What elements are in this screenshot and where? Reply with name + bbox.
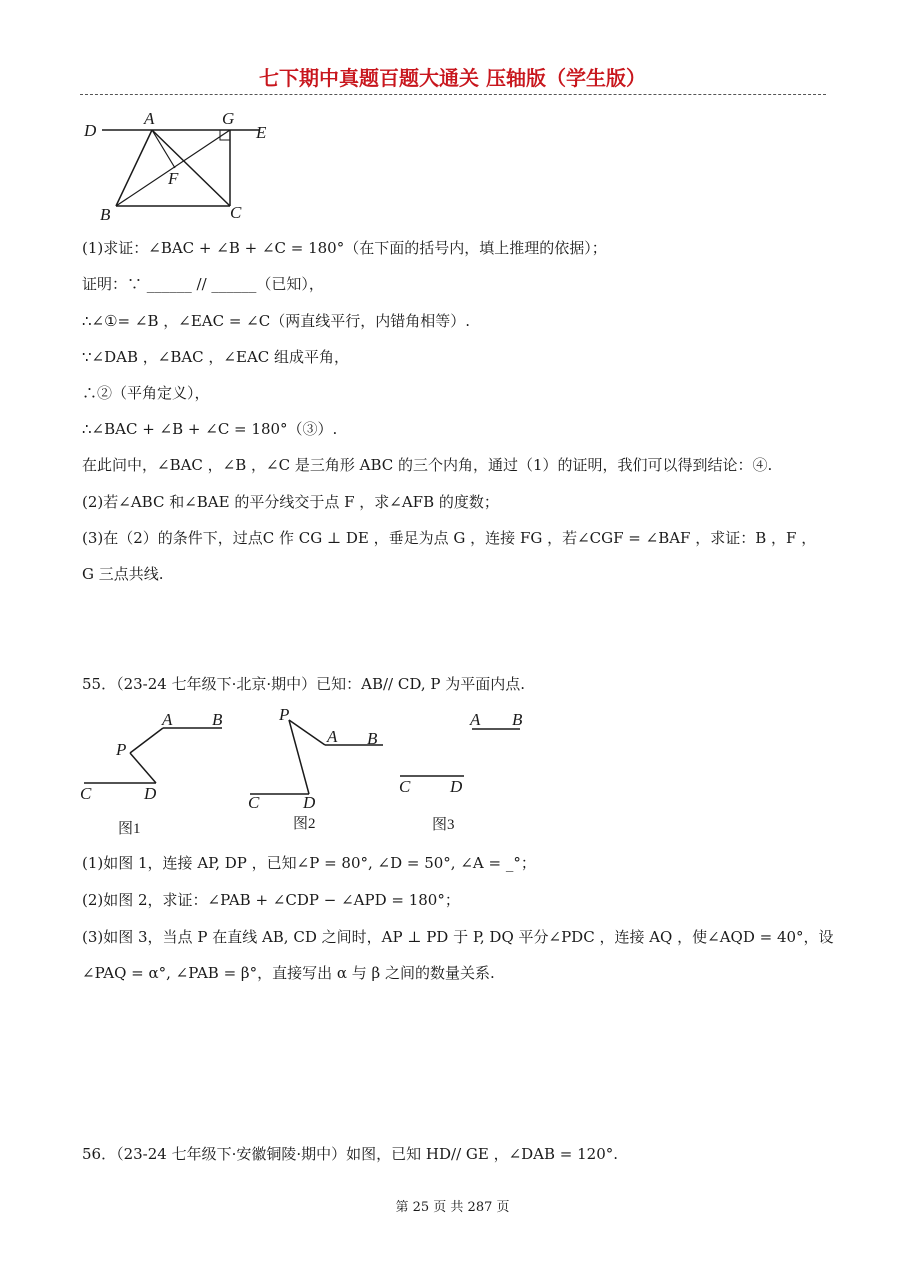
fig1-caption: 图1 (118, 821, 141, 837)
label-a: A (144, 109, 155, 128)
fig1-segment-ap (130, 728, 163, 753)
page-header-title: 七下期中真题百题大通关 压轴版（学生版） (259, 66, 646, 90)
fig2-label-b: B (367, 729, 378, 748)
fig3-label-c: C (399, 777, 411, 796)
q55-figure-2 (245, 700, 395, 840)
label-e: E (256, 123, 267, 142)
q54-line-2: 证明：∵ ______ // ______（已知）， (82, 275, 324, 293)
q55-line-4: ∠PAQ = α°, ∠PAB = β°，直接写出 α 与 β 之间的数量关系. (82, 964, 495, 982)
segment-bg (116, 130, 230, 206)
fig1-label-a: A (162, 710, 173, 729)
fig1-label-d: D (144, 784, 157, 803)
q55-figure-3 (392, 705, 542, 840)
label-b: B (100, 205, 111, 224)
label-g: G (222, 109, 235, 128)
segment-ac (152, 130, 230, 206)
fig3-caption: 图3 (432, 817, 455, 833)
header-divider (80, 94, 826, 95)
q54-line-3: ∴∠①= ∠B ，∠EAC = ∠C（两直线平行，内错角相等）. (82, 312, 471, 330)
q54-line-9: (3)在（2）的条件下，过点C 作 CG ⊥ DE ，垂足为点 G ，连接 FG ，若∠CGF = ∠BAF ，求证：B ，F ， (82, 529, 817, 547)
q55-intro: 55．（23-24 七年级下·北京·期中）已知：AB// CD, P 为平面内点. (82, 675, 526, 693)
fig2-label-a: A (327, 727, 338, 746)
label-d: D (84, 121, 97, 140)
fig3-label-d: D (450, 777, 463, 796)
fig2-caption: 图2 (293, 816, 316, 832)
fig2-label-c: C (248, 793, 260, 812)
fig1-label-c: C (80, 784, 92, 803)
q55-figure-1 (78, 705, 238, 845)
q54-line-7: 在此问中，∠BAC ，∠B ，∠C 是三角形 ABC 的三个内角，通过（1）的证明，我们可以得到结论：④. (82, 456, 773, 474)
q55-line-3: (3)如图 3，当点 P 在直线 AB, CD 之间时，AP ⊥ PD 于 P, DQ 平分∠PDC ，连接 AQ ，使∠AQD = 40°，设 (82, 928, 834, 946)
fig1-label-b: B (212, 710, 223, 729)
q56-intro: 56．（23-24 七年级下·安徽铜陵·期中）如图，已知 HD// GE ，∠DAB = 120°. (82, 1145, 619, 1163)
fig3-label-a: A (470, 710, 481, 729)
q55-line-2: (2)如图 2，求证：∠PAB + ∠CDP − ∠APD = 180°； (82, 891, 460, 909)
q54-line-8: (2)若∠ABC 和∠BAE 的平分线交于点 F ，求∠AFB 的度数； (82, 493, 499, 511)
label-c: C (230, 203, 242, 222)
fig3-label-b: B (512, 710, 523, 729)
page-footer: 第 25 页 共 287 页 (395, 1200, 510, 1215)
fig1-label-p: P (116, 740, 127, 759)
q55-line-1: (1)如图 1，连接 AP, DP ，已知∠P = 80°, ∠D = 50°, ∠A = _°； (82, 854, 536, 872)
fig2-label-p: P (279, 705, 290, 724)
q54-line-1: (1)求证：∠BAC + ∠B + ∠C = 180°（在下面的括号内，填上推理的依据）； (82, 239, 607, 257)
figure-triangle-abc (80, 108, 290, 228)
fig1-segment-pd (130, 753, 156, 783)
q54-line-4: ∵∠DAB ，∠BAC ，∠EAC 组成平角， (82, 348, 350, 366)
fig2-label-d: D (303, 793, 316, 812)
q54-line-6: ∴∠BAC + ∠B + ∠C = 180°（③）. (82, 420, 338, 438)
q54-line-5: ∴②（平角定义）， (82, 384, 210, 402)
label-f: F (168, 169, 179, 188)
q54-line-10: G 三点共线. (82, 565, 164, 583)
